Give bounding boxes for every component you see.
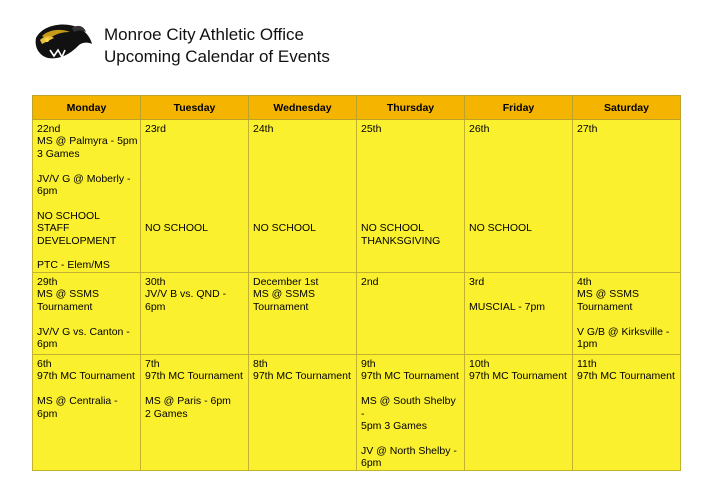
day-header-friday: Friday — [465, 96, 573, 120]
day-cell: 3rd MUSCIAL - 7pm — [465, 272, 573, 354]
day-cell: 25th NO SCHOOL THANKSGIVING — [357, 120, 465, 273]
day-cell: 9th 97th MC Tournament MS @ South Shelby - 5pm 3 Games JV @ North Shelby - 6pm — [357, 354, 465, 470]
day-header-saturday: Saturday — [573, 96, 681, 120]
day-cell: 8th 97th MC Tournament — [249, 354, 357, 470]
day-cell: 29th MS @ SSMS Tournament JV/V G vs. Canton - 6pm — [33, 272, 141, 354]
day-cell: 26th NO SCHOOL — [465, 120, 573, 273]
day-cell: 22nd MS @ Palmyra - 5pm 3 Games JV/V G @ Moberly - 6pm NO SCHOOL STAFF DEVELOPMENT PTC - Elem/MS — [33, 120, 141, 273]
day-cell: 7th 97th MC Tournament MS @ Paris - 6pm 2 Games — [141, 354, 249, 470]
day-cell: December 1st MS @ SSMS Tournament — [249, 272, 357, 354]
weekday-header-row — [33, 96, 681, 120]
day-cell: 30th JV/V B vs. QND - 6pm — [141, 272, 249, 354]
page-title — [104, 24, 330, 68]
events-calendar — [32, 95, 681, 471]
title-line-office: Monroe City Athletic Office — [104, 25, 304, 44]
day-cell: 23rd NO SCHOOL — [141, 120, 249, 273]
week-row — [33, 272, 681, 354]
week-row — [33, 120, 681, 273]
day-cell: 11th 97th MC Tournament — [573, 354, 681, 470]
day-cell: 6th 97th MC Tournament MS @ Centralia - 6pm — [33, 354, 141, 470]
day-header-monday: Monday — [33, 96, 141, 120]
day-cell: 10th 97th MC Tournament — [465, 354, 573, 470]
day-header-thursday: Thursday — [357, 96, 465, 120]
day-cell: 27th — [573, 120, 681, 273]
day-cell: 24th NO SCHOOL — [249, 120, 357, 273]
day-cell: 4th MS @ SSMS Tournament V G/B @ Kirksville - 1pm — [573, 272, 681, 354]
day-cell: 2nd — [357, 272, 465, 354]
panther-head-icon — [32, 20, 94, 64]
day-header-wednesday: Wednesday — [249, 96, 357, 120]
week-row — [33, 354, 681, 470]
title-line-calendar: Upcoming Calendar of Events — [104, 47, 330, 66]
day-header-tuesday: Tuesday — [141, 96, 249, 120]
